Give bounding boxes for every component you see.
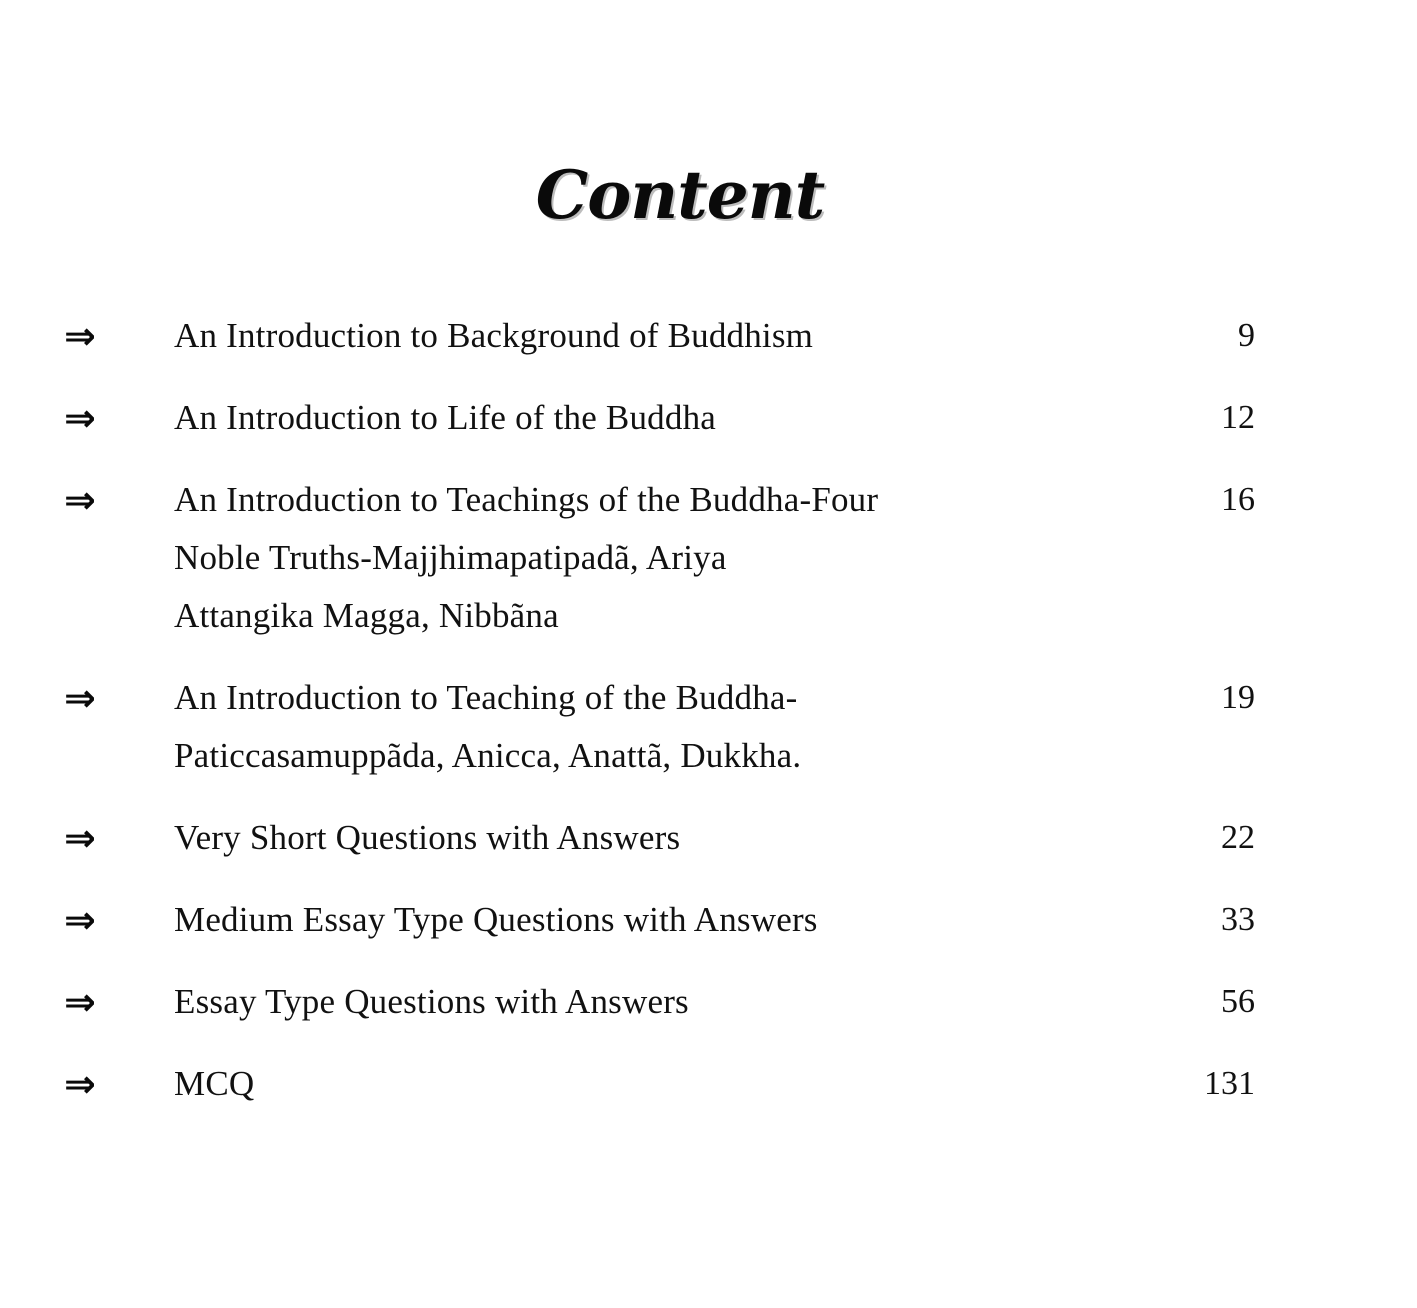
toc-entry-title xyxy=(174,400,716,447)
toc-entry-line: Paticcasamuppãda, Anicca, Anattã, Dukkha. xyxy=(174,736,802,775)
double-arrow-icon: ⇒ xyxy=(64,980,96,1024)
double-arrow-icon: ⇒ xyxy=(64,396,96,440)
toc-entry-title xyxy=(174,1066,254,1113)
toc-page-number: 9 xyxy=(1238,317,1255,354)
double-arrow-icon: ⇒ xyxy=(64,816,96,860)
toc-entry-line: Very Short Questions with Answers xyxy=(174,818,681,857)
toc-entry-line: MCQ xyxy=(174,1064,255,1103)
double-arrow-icon: ⇒ xyxy=(64,1062,96,1106)
toc-entry-line: An Introduction to Background of Buddhism xyxy=(174,316,814,355)
toc-entry-title xyxy=(174,318,813,365)
page-title: Content xyxy=(535,156,825,235)
double-arrow-icon: ⇒ xyxy=(64,898,96,942)
toc-entry-line: Medium Essay Type Questions with Answers xyxy=(174,900,818,939)
toc-page-number: 16 xyxy=(1221,481,1255,518)
double-arrow-icon: ⇒ xyxy=(64,478,96,522)
toc-page-number: 12 xyxy=(1221,399,1255,436)
toc-entry-title xyxy=(174,902,818,949)
double-arrow-icon: ⇒ xyxy=(64,314,96,358)
toc-entry-title xyxy=(174,680,801,785)
toc-entry-line: Attangika Magga, Nibbãna xyxy=(174,596,559,635)
toc-entry-title xyxy=(174,984,689,1031)
toc-page-number: 56 xyxy=(1221,983,1255,1020)
toc-entry-line: An Introduction to Teachings of the Buddha-Four xyxy=(174,480,879,519)
toc-page-number: 22 xyxy=(1221,819,1255,856)
toc-page-number: 33 xyxy=(1221,901,1255,938)
toc-entry-title xyxy=(174,820,680,867)
toc-entry-line: Noble Truths-Majjhimapatipadã, Ariya xyxy=(174,538,727,577)
toc-entry-line: An Introduction to Life of the Buddha xyxy=(174,398,717,437)
toc-entry-line: Essay Type Questions with Answers xyxy=(174,982,689,1021)
toc-page-number: 131 xyxy=(1204,1065,1255,1102)
toc-page-number: 19 xyxy=(1221,679,1255,716)
toc-entry-title xyxy=(174,482,878,645)
double-arrow-icon: ⇒ xyxy=(64,676,96,720)
toc-entry-line: An Introduction to Teaching of the Buddha- xyxy=(174,678,798,717)
